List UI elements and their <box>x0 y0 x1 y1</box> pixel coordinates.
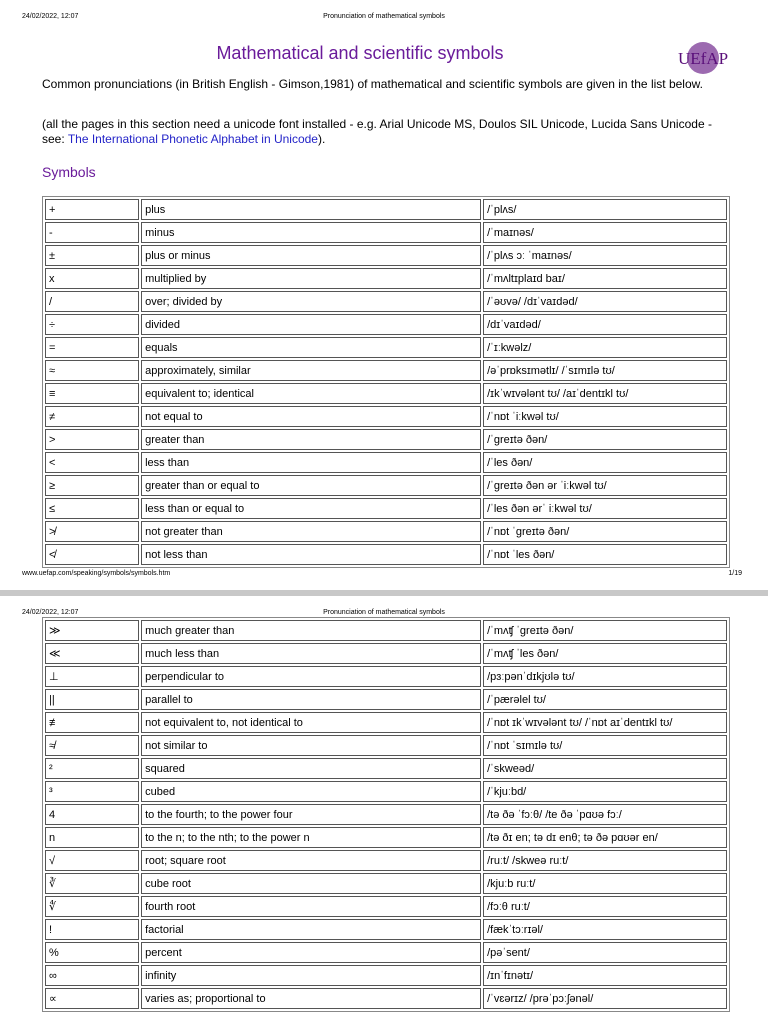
symbol-cell: = <box>45 337 139 358</box>
symbol-cell: - <box>45 222 139 243</box>
table-row <box>45 544 727 565</box>
meaning-cell: percent <box>141 942 481 963</box>
table-row <box>45 873 727 894</box>
table-row <box>45 850 727 871</box>
meaning-cell: plus or minus <box>141 245 481 266</box>
table-row <box>45 199 727 220</box>
table-row <box>45 919 727 940</box>
pronunciation-cell: /kjuːb ruːt/ <box>483 873 727 894</box>
meaning-cell: perpendicular to <box>141 666 481 687</box>
symbols-table <box>42 196 730 568</box>
pronunciation-cell: /ˈəʊvə/ /dɪˈvaɪdəd/ <box>483 291 727 312</box>
pronunciation-cell: /ˈnɒt ˈles ðən/ <box>483 544 727 565</box>
pronunciation-cell: /ˈmʌʧ ˈles ðən/ <box>483 643 727 664</box>
symbol-cell: ÷ <box>45 314 139 335</box>
symbol-cell: ≡ <box>45 383 139 404</box>
table-row <box>45 360 727 381</box>
meaning-cell: not equivalent to, not identical to <box>141 712 481 733</box>
pronunciation-cell: /ˈpærəlel tʊ/ <box>483 689 727 710</box>
symbol-cell: ! <box>45 919 139 940</box>
symbol-cell: n <box>45 827 139 848</box>
page-title: Mathematical and scientific symbols <box>216 43 504 63</box>
symbol-cell: < <box>45 452 139 473</box>
pronunciation-cell: /tə ðə ˈfɔːθ/ /te ðə ˈpɑʊə fɔː/ <box>483 804 727 825</box>
table-row <box>45 781 727 802</box>
symbol-cell: ∜ <box>45 896 139 917</box>
pronunciation-cell: /ˈɪːkwəlz/ <box>483 337 727 358</box>
symbol-cell: ≈ <box>45 360 139 381</box>
pdf-page-2 <box>0 596 768 1024</box>
meaning-cell: cubed <box>141 781 481 802</box>
symbol-cell: + <box>45 199 139 220</box>
meaning-cell: fourth root <box>141 896 481 917</box>
table-row <box>45 942 727 963</box>
pronunciation-cell: /ˈplʌs ɔː ˈmaɪnəs/ <box>483 245 727 266</box>
symbol-cell: ² <box>45 758 139 779</box>
pronunciation-cell: /ˈmaɪnəs/ <box>483 222 727 243</box>
meaning-cell: plus <box>141 199 481 220</box>
table-row <box>45 268 727 289</box>
symbol-cell: % <box>45 942 139 963</box>
meaning-cell: varies as; proportional to <box>141 988 481 1009</box>
section-heading-symbols: Symbols <box>42 164 96 180</box>
pronunciation-cell: /ˈnɒt ˈiːkwəl tʊ/ <box>483 406 727 427</box>
meaning-cell: to the fourth; to the power four <box>141 804 481 825</box>
table-row <box>45 291 727 312</box>
symbol-cell: ≉ <box>45 735 139 756</box>
symbols-table-continued <box>42 617 730 1012</box>
meaning-cell: parallel to <box>141 689 481 710</box>
meaning-cell: greater than <box>141 429 481 450</box>
symbol-cell: √ <box>45 850 139 871</box>
intro-paragraph: Common pronunciations (in British English - Gimson,1981) of mathematical and scientific symbols are given in the list below. <box>42 77 703 91</box>
table-row <box>45 245 727 266</box>
pronunciation-cell: /ˈɡreɪtə ðən ər ˈiːkwəl tʊ/ <box>483 475 727 496</box>
table-row <box>45 452 727 473</box>
meaning-cell: not similar to <box>141 735 481 756</box>
pronunciation-cell: /ˈplʌs/ <box>483 199 727 220</box>
meaning-cell: factorial <box>141 919 481 940</box>
meaning-cell: minus <box>141 222 481 243</box>
page-footer <box>0 570 768 582</box>
pronunciation-cell: /tə ðɪ en; tə dɪ enθ; tə ðə pɑʊər en/ <box>483 827 727 848</box>
pronunciation-cell: /ˈmʌʧ ˈɡreɪtə ðən/ <box>483 620 727 641</box>
table-row <box>45 758 727 779</box>
symbol-cell: ≢ <box>45 712 139 733</box>
meaning-cell: not less than <box>141 544 481 565</box>
symbol-cell: ∞ <box>45 965 139 986</box>
pronunciation-cell: /ˈkjuːbd/ <box>483 781 727 802</box>
table-row <box>45 222 727 243</box>
print-doc-title: Pronunciation of mathematical symbols <box>323 13 445 20</box>
table-row <box>45 689 727 710</box>
meaning-cell: divided <box>141 314 481 335</box>
symbol-cell: ≮ <box>45 544 139 565</box>
page-number: 1/19 <box>728 570 742 577</box>
pronunciation-cell: /fækˈtɔːrɪəl/ <box>483 919 727 940</box>
table-row <box>45 712 727 733</box>
meaning-cell: to the n; to the nth; to the power n <box>141 827 481 848</box>
pronunciation-cell: /fɔːθ ruːt/ <box>483 896 727 917</box>
meaning-cell: equivalent to; identical <box>141 383 481 404</box>
meaning-cell: greater than or equal to <box>141 475 481 496</box>
pronunciation-cell: /pɜːpənˈdɪkjʊlə tʊ/ <box>483 666 727 687</box>
table-row <box>45 620 727 641</box>
pronunciation-cell: /ruːt/ /skweə ruːt/ <box>483 850 727 871</box>
print-date: 24/02/2022, 12:07 <box>22 13 79 20</box>
pronunciation-cell: /ˈskweəd/ <box>483 758 727 779</box>
table-row <box>45 314 727 335</box>
print-date: 24/02/2022, 12:07 <box>22 609 79 616</box>
meaning-cell: cube root <box>141 873 481 894</box>
symbol-cell: || <box>45 689 139 710</box>
meaning-cell: approximately, similar <box>141 360 481 381</box>
pronunciation-cell: /ɪnˈfɪnətɪ/ <box>483 965 727 986</box>
table-row <box>45 827 727 848</box>
pronunciation-cell: /ˈɡreɪtə ðən/ <box>483 429 727 450</box>
page-header <box>0 13 768 25</box>
meaning-cell: not greater than <box>141 521 481 542</box>
symbol-cell: ³ <box>45 781 139 802</box>
pronunciation-cell: /ˈnɒt ˈɡreɪtə ðən/ <box>483 521 727 542</box>
print-doc-title: Pronunciation of mathematical symbols <box>323 609 445 616</box>
pronunciation-cell: /ˈnɒt ɪkˈwɪvələnt tʊ/ /ˈnɒt aɪˈdentɪkl tʊ/ <box>483 712 727 733</box>
table-row <box>45 643 727 664</box>
symbol-cell: ∝ <box>45 988 139 1009</box>
pronunciation-cell: /ˈmʌltɪplaɪd baɪ/ <box>483 268 727 289</box>
meaning-cell: less than or equal to <box>141 498 481 519</box>
unicode-note-suffix: ). <box>317 132 326 146</box>
ipa-unicode-link[interactable]: The International Phonetic Alphabet in Unicode <box>67 132 318 146</box>
pronunciation-cell: /dɪˈvaɪdəd/ <box>483 314 727 335</box>
table-row <box>45 521 727 542</box>
print-url: www.uefap.com/speaking/symbols/symbols.htm <box>22 570 171 577</box>
table-row <box>45 337 727 358</box>
symbol-cell: ≪ <box>45 643 139 664</box>
pronunciation-cell: /ɪkˈwɪvələnt tʊ/ /aɪˈdentɪkl tʊ/ <box>483 383 727 404</box>
symbol-cell: ≯ <box>45 521 139 542</box>
symbol-cell: > <box>45 429 139 450</box>
symbol-cell: ≥ <box>45 475 139 496</box>
meaning-cell: much greater than <box>141 620 481 641</box>
table-row <box>45 498 727 519</box>
meaning-cell: less than <box>141 452 481 473</box>
meaning-cell: equals <box>141 337 481 358</box>
pronunciation-cell: /pəˈsent/ <box>483 942 727 963</box>
table-row <box>45 666 727 687</box>
pronunciation-cell: /ˈnɒt ˈsɪmɪlə tʊ/ <box>483 735 727 756</box>
unicode-note-paragraph <box>42 117 722 147</box>
table-row <box>45 896 727 917</box>
pronunciation-cell: /əˈprɒksɪmətlɪ/ /ˈsɪmɪlə tʊ/ <box>483 360 727 381</box>
meaning-cell: squared <box>141 758 481 779</box>
meaning-cell: infinity <box>141 965 481 986</box>
table-row <box>45 429 727 450</box>
uefap-logo[interactable] <box>672 38 738 78</box>
table-row <box>45 475 727 496</box>
meaning-cell: multiplied by <box>141 268 481 289</box>
symbol-cell: ∛ <box>45 873 139 894</box>
table-row <box>45 988 727 1009</box>
meaning-cell: much less than <box>141 643 481 664</box>
meaning-cell: root; square root <box>141 850 481 871</box>
meaning-cell: not equal to <box>141 406 481 427</box>
meaning-cell: over; divided by <box>141 291 481 312</box>
symbol-cell: x <box>45 268 139 289</box>
table-row <box>45 804 727 825</box>
pronunciation-cell: /ˈles ðən/ <box>483 452 727 473</box>
symbol-cell: ≤ <box>45 498 139 519</box>
pronunciation-cell: /ˈles ðən ərˈ iːkwəl tʊ/ <box>483 498 727 519</box>
symbol-cell: ≠ <box>45 406 139 427</box>
symbol-cell: / <box>45 291 139 312</box>
symbol-cell: ≫ <box>45 620 139 641</box>
table-row <box>45 965 727 986</box>
symbol-cell: ± <box>45 245 139 266</box>
symbol-cell: ⊥ <box>45 666 139 687</box>
unicode-note-text: (all the pages in this section need a unicode font installed - e.g. Arial Unicode MS, Doulos SIL Unicode, Lucida Sans Unicode - see: <box>42 117 712 146</box>
pronunciation-cell: /ˈvɛərɪz/ /prəˈpɔːʃənəl/ <box>483 988 727 1009</box>
table-row <box>45 735 727 756</box>
table-row <box>45 383 727 404</box>
logo-text: UEfAP <box>677 49 729 68</box>
symbol-cell: 4 <box>45 804 139 825</box>
table-row <box>45 406 727 427</box>
